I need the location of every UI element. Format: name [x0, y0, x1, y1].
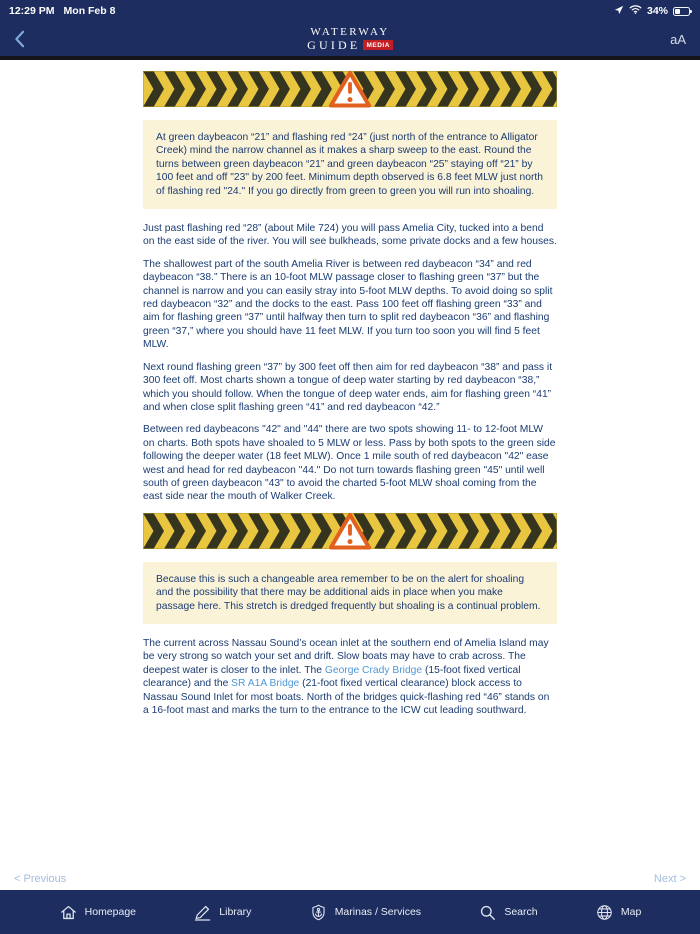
nav-bar [0, 22, 700, 56]
logo-waterway-text: WATERWAY [310, 25, 390, 38]
previous-link[interactable]: < Previous [14, 873, 67, 885]
tab-search[interactable] [478, 903, 537, 922]
article-paragraph: Between red daybeacons "42" and "44" there are two spots showing 11- to 12-foot MLW on charts. Both spots have shoaled to 5 MLW or less. Pass by both spots to the green side following the deeper water (18 feet MLW). Once 1 mile south of red daybeacon "42" ease west and head for red daybeacon "44." Do not turn towards flashing green "45" until well south of green daybeacon "43" to avoid the charted 5-foot MLW shoal coming from the east side near the mouth of Walker Creek. [143, 424, 556, 503]
back-button[interactable] [14, 30, 25, 48]
warning-box [143, 120, 557, 209]
article-paragraph [143, 637, 557, 717]
status-time: 12:29 PM [9, 5, 55, 17]
logo-media-badge: MEDIA [363, 40, 392, 50]
paragraph-text: (15-foot fixed vertical clearance) and the [143, 664, 521, 690]
warning-chevron-banner [143, 513, 557, 549]
pagination [0, 873, 700, 885]
tab-library[interactable] [193, 903, 251, 922]
warning-box [143, 562, 557, 624]
tab-label: Homepage [84, 906, 137, 918]
tab-homepage[interactable] [59, 903, 136, 922]
warning-chevron-banner [143, 71, 557, 107]
battery-percentage: 34% [646, 5, 668, 17]
sr-a1a-bridge-link[interactable]: SR A1A Bridge [231, 678, 300, 690]
globe-icon [595, 903, 614, 922]
tab-label: Search [504, 906, 538, 918]
warning-text: At green daybeacon “21” and flashing red “24” (just north of the entrance to Alligator Creek) mind the narrow channel as it makes a sharp sweep to the east. Round the turns between green daybeacon “21” and green daybeacon “25” staying off “21” by 100 feet and off "23" by 200 feet. Minimum depth observed is 6.8 feet MLW just north of flashing red "24." If you go directly from green to green you will run into shoaling. [156, 132, 543, 197]
text-size-button[interactable]: aA [670, 31, 686, 47]
tab-label: Map [620, 906, 642, 918]
article-paragraph: Just past flashing red “28” (about Mile 724) you will pass Amelia City, tucked into a bend on the east side of the river. You will see bulkheads, some private docks and a few houses. [143, 223, 557, 248]
anchor-shield-icon [309, 903, 328, 922]
status-bar [0, 0, 700, 22]
george-crady-bridge-link[interactable]: George Crady Bridge [324, 664, 423, 676]
tab-marinas-services[interactable] [309, 903, 421, 922]
logo-guide-text: GUIDE [307, 38, 361, 53]
status-date: Mon Feb 8 [63, 5, 116, 17]
library-icon [193, 903, 212, 922]
home-icon [59, 903, 78, 922]
article-paragraph: Next round flashing green “37” by 300 feet off then aim for red daybeacon “38” and pass it 300 feet off. Most charts shown a tongue of deep water starting by red daybeacon “38,” which you should follow. When the tongue of deep water ends, aim for flashing green “41” and when close split flashing green “41” and red daybeacon “42.” [143, 361, 553, 413]
paragraph-text: (21-foot fixed vertical clearance) block access to Nassau Sound Inlet for most boats. North of the bridges quick-flashing red “46” stands on a 16-foot mast and marks the turn to the entrance to the ICW cut leading southward. [143, 678, 550, 716]
warning-text: Because this is such a changeable area remember to be on the alert for shoaling and the possibility that there may be additional aids in place when you make passage here. This stretch is dredged frequently but shoaling is a continual problem. [156, 573, 541, 612]
warning-triangle-icon [328, 69, 372, 109]
next-link[interactable]: Next > [653, 873, 686, 885]
warning-triangle-icon [328, 511, 372, 551]
tab-label: Marinas / Services [334, 906, 422, 918]
tab-label: Library [219, 906, 252, 918]
tab-bar [0, 890, 700, 934]
article-content [0, 60, 700, 890]
back-chevron-icon [14, 30, 25, 48]
wifi-icon [629, 4, 642, 18]
tab-map[interactable] [595, 903, 641, 922]
paragraph-text: The current across Nassau Sound’s ocean inlet at the southern end of Amelia Island may be very strong so watch your set and drift. Slow boats may have to crab across. The deepest water is closer to the inlet. The [143, 637, 549, 676]
article-paragraph: The shallowest part of the south Amelia River is between red daybeacon “34” and red daybeacon “38.” There is an 10-foot MLW passage closer to flashing green “37” but the channel is narrow and you can easily stray into 5-foot MLW depths. To avoid doing so split red daybeacon “32” and the docks to the east. Pass 100 feet off flashing green “33” and aim for flashing green “37” until halfway then turn to split red daybeacon “36” and flashing green “37,” where you should have 11 feet MLW. If you turn too soon you will find 5 feet MLW. [143, 258, 553, 351]
waterway-guide-logo [307, 26, 393, 51]
search-icon [478, 903, 497, 922]
location-arrow-icon [614, 5, 624, 18]
battery-icon [673, 7, 690, 16]
